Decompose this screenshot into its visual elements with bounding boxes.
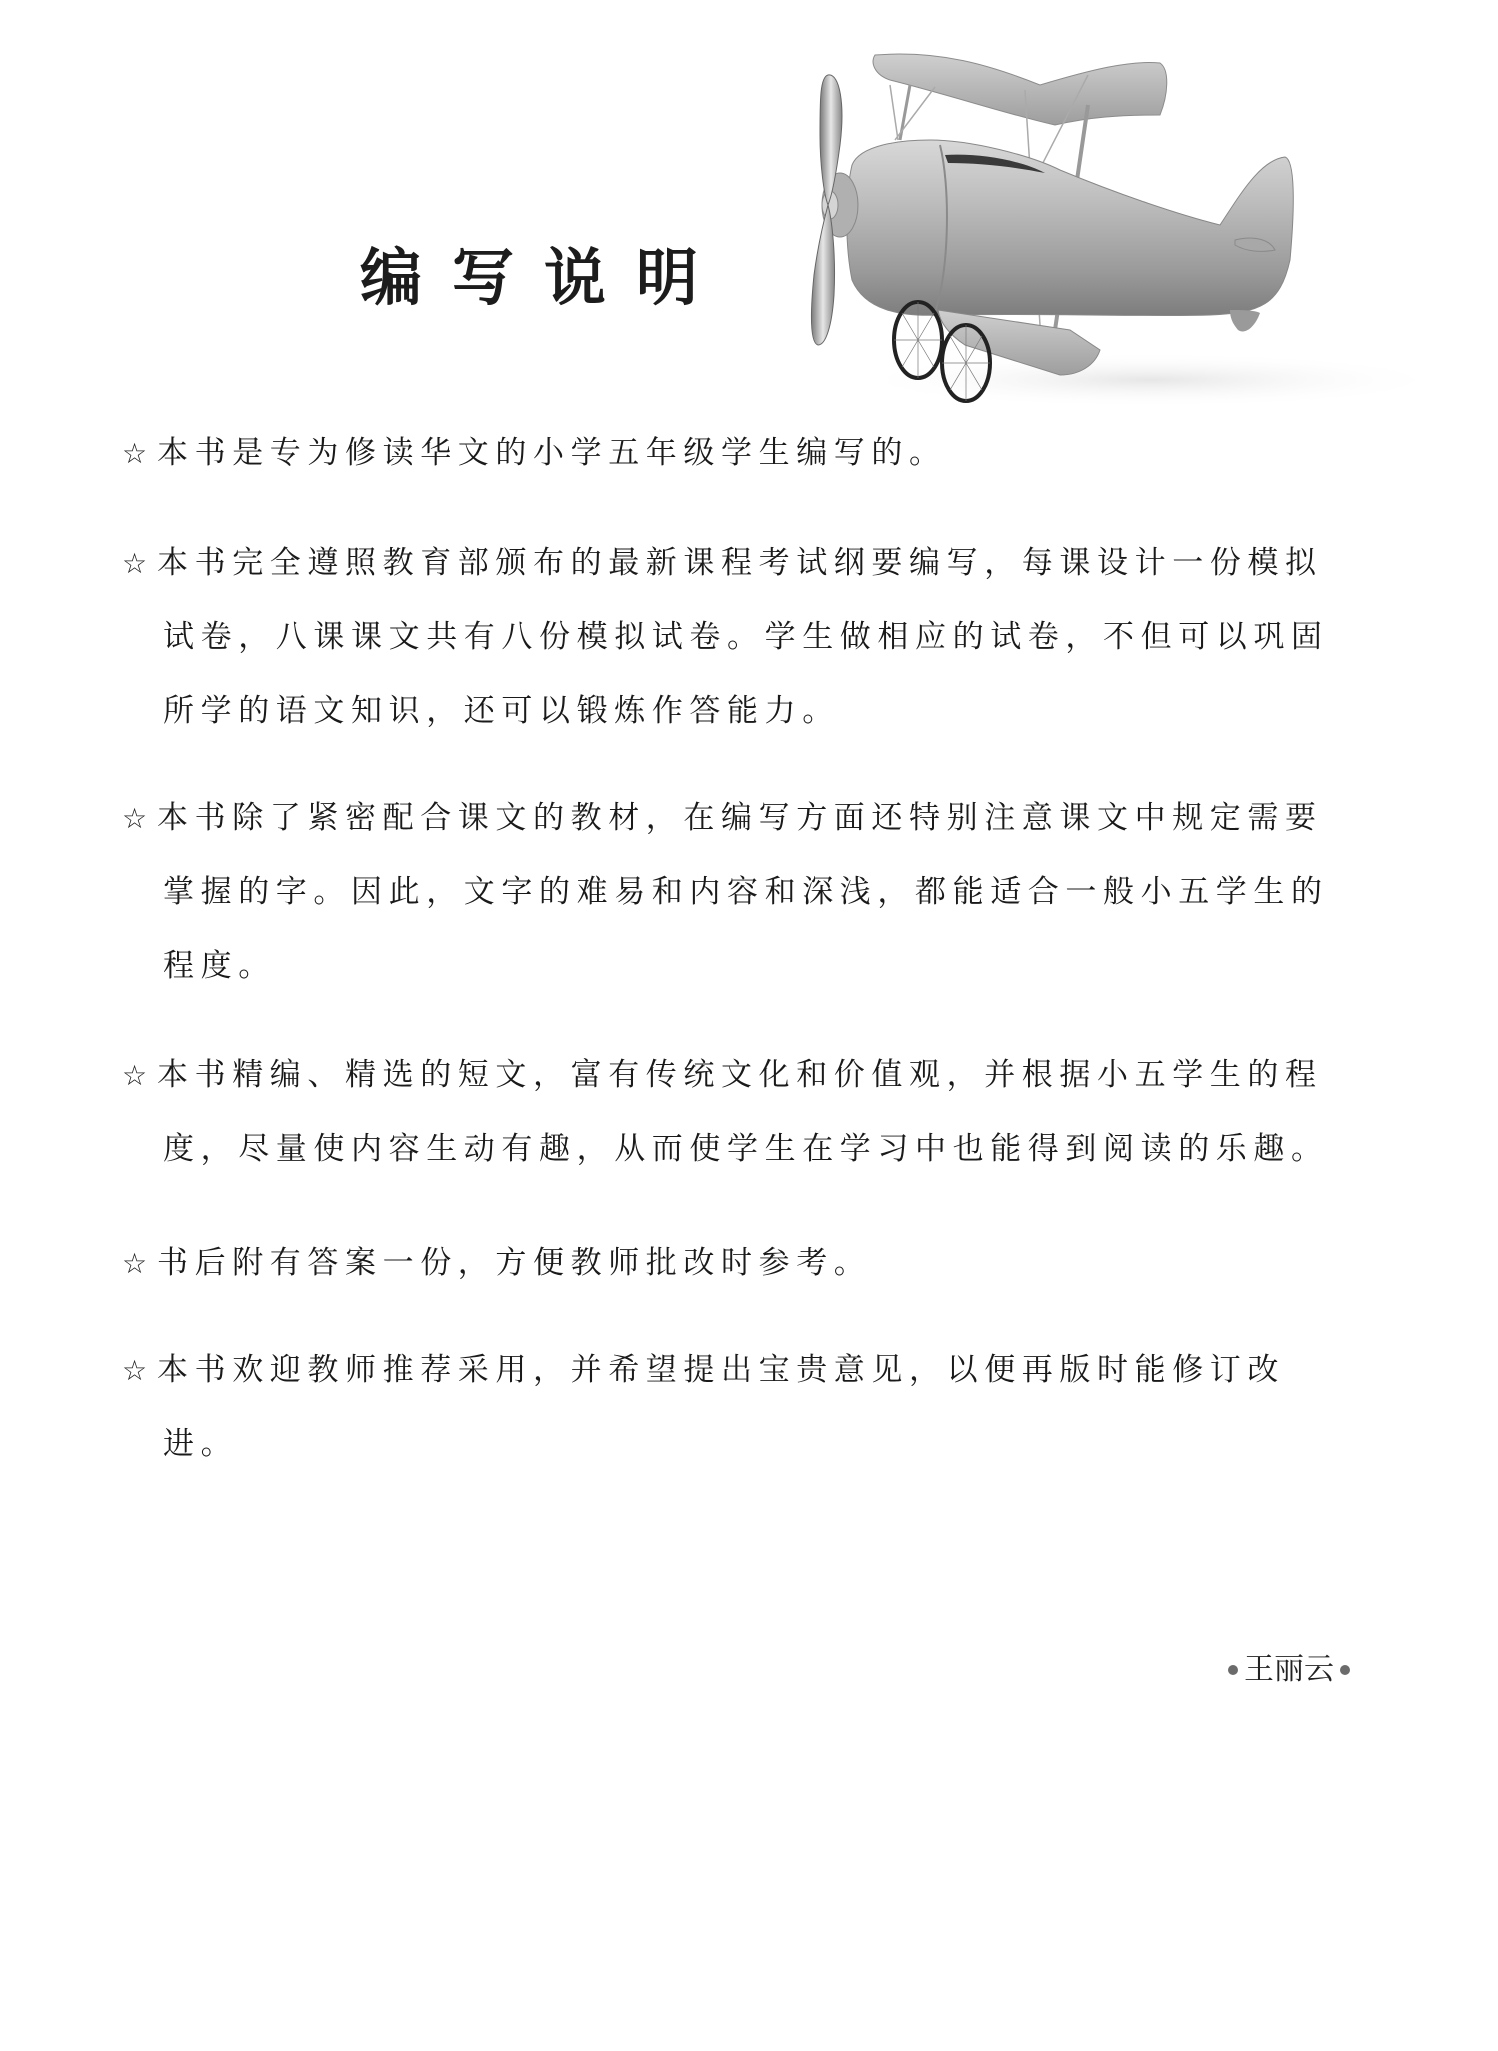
star-bullet-icon: ☆ — [122, 1354, 148, 1387]
paragraph-6 — [122, 1333, 1382, 1481]
paragraph-line: ☆ 本书完全遵照教育部颁布的最新课程考试纲要编写，每课设计一份模拟 — [122, 526, 1382, 600]
paragraph-line: ☆ 本书除了紧密配合课文的教材，在编写方面还特别注意课文中规定需要 — [122, 781, 1382, 855]
paragraph-3 — [122, 781, 1382, 1003]
page-title: 编写说明 — [360, 241, 729, 314]
paragraph-line: 试卷，八课课文共有八份模拟试卷。学生做相应的试卷，不但可以巩固 — [163, 619, 1329, 655]
paragraph-line: 掌握的字。因此，文字的难易和内容和深浅，都能适合一般小五学生的 — [163, 874, 1329, 910]
paragraph-line: ☆ 本书精编、精选的短文，富有传统文化和价值观，并根据小五学生的程 — [122, 1038, 1382, 1112]
paragraph-5 — [122, 1226, 1382, 1300]
paragraph-line: ☆ 本书是专为修读华文的小学五年级学生编写的。 — [122, 416, 1382, 490]
author-name: 王丽云 — [1244, 1652, 1334, 1687]
paragraph-4 — [122, 1038, 1382, 1186]
biplane-icon — [790, 45, 1470, 415]
paragraph-line: 度，尽量使内容生动有趣，从而使学生在学习中也能得到阅读的乐趣。 — [163, 1131, 1329, 1167]
paragraph-1 — [122, 416, 1382, 490]
paragraph-line: 程度。 — [163, 948, 276, 984]
author-signature — [1228, 1648, 1350, 1692]
bullet-dot-icon — [1228, 1665, 1238, 1675]
star-bullet-icon: ☆ — [122, 1247, 148, 1280]
star-bullet-icon: ☆ — [122, 802, 148, 835]
star-bullet-icon: ☆ — [122, 1059, 148, 1092]
biplane-illustration — [790, 45, 1470, 415]
star-bullet-icon: ☆ — [122, 547, 148, 580]
paragraph-line: ☆ 本书欢迎教师推荐采用，并希望提出宝贵意见，以便再版时能修订改 — [122, 1333, 1382, 1407]
bullet-dot-icon — [1340, 1665, 1350, 1675]
star-bullet-icon: ☆ — [122, 437, 148, 470]
paragraph-line: 所学的语文知识，还可以锻炼作答能力。 — [163, 693, 840, 729]
paragraph-2 — [122, 526, 1382, 748]
paragraph-line: 进。 — [163, 1426, 239, 1462]
paragraph-line: ☆ 书后附有答案一份，方便教师批改时参考。 — [122, 1226, 1382, 1300]
